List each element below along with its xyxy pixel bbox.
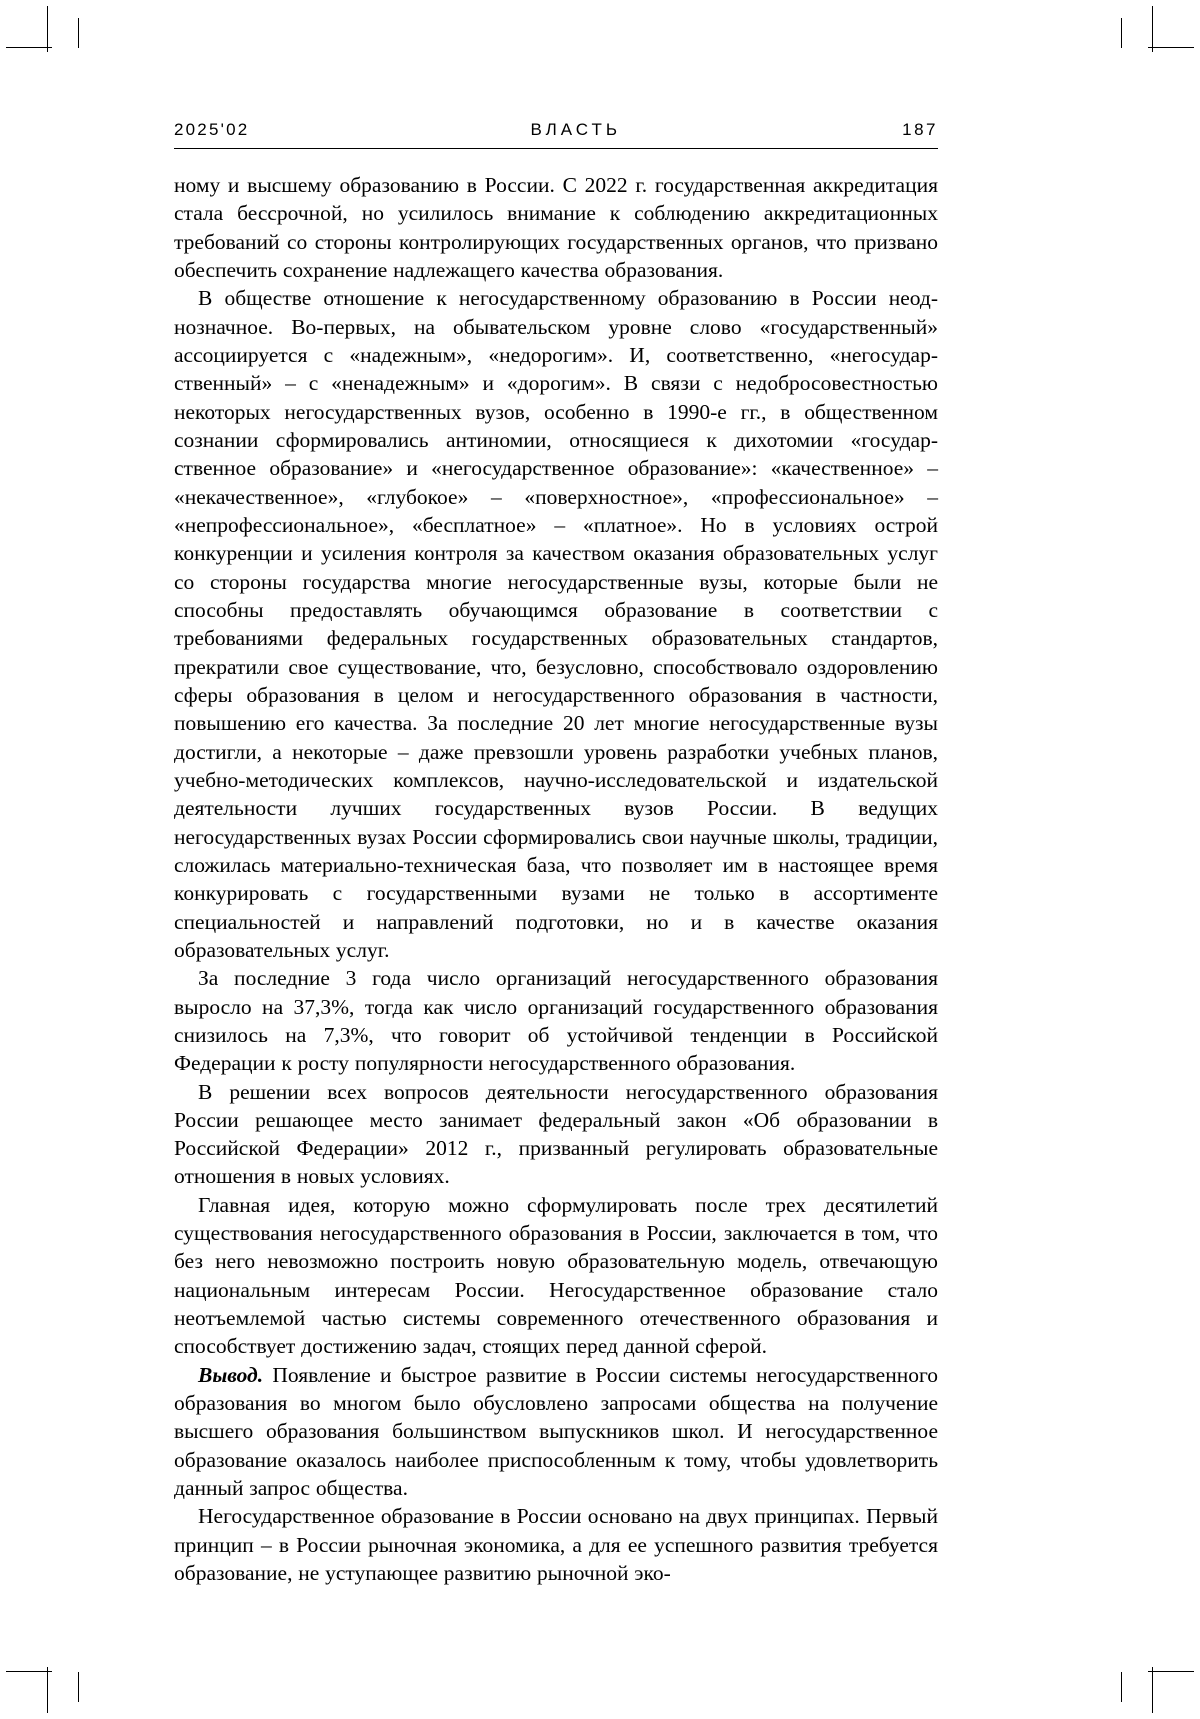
paragraph: За последние 3 года число организаций негосударственного образования выросло на 37,3%, тогда как число организаций государственного образования снизилось на 7,3%, что говорит об устойчивой тенденции в Российской Федерации к росту популярности негосударственного образования.: [174, 966, 938, 1076]
registration-tick-top-left: [78, 18, 79, 48]
registration-tick-bottom-left: [78, 1672, 79, 1702]
paragraph: В обществе отношение к негосударственному образованию в России неоднозначное. Во-первых, на обывательском уровне слово «государственный» ассоциируется с «надежным», «недорогим». И, соответственно, «негосударственный» – с «ненадежным» и «дорогим». В связи с недобросовестностью некоторых негосударственных вузов, особенно в 1990-е гг., в общественном сознании сформировались антиномии, относящиеся к дихотомии «государственное образование» и «негосударственное образование»: «качественное» – «некачественное», «глубокое» – «поверхностное», «профессиональное» – «непрофессиональное», «бесплатное» – «платное». Но в условиях острой конкуренции и усиления контроля за качеством оказания образовательных услуг со стороны государства многие негосударственные вузы, которые были не способны предоставлять обучающимся образование в соответствии с требованиями федеральных государственных образовательных стандартов, прекратили свое существование, что, безусловно, способствовало оздоровлению сферы образования в целом и негосударственного образования в частности, повышению его качества. За последние 20 лет многие негосударственные вузы достигли, а некоторые – даже превзошли уровень разработки учебных планов, учебно-методических комплексов, научно-исследовательской и издательской деятельности лучших государственных вузов России. В ведущих негосударственных вузах России сформировались свои научные школы, традиции, сложилась материально-техническая база, что позволяет им в настоящее время конкурировать с государственными вузами не только в ассортименте специальностей и направлений подготовки, но и в качестве оказания образовательных услуг.: [174, 286, 938, 962]
crop-mark-bottom-left-horizontal: [6, 1671, 52, 1672]
paragraph: Негосударственное образование в России основано на двух принципах. Первый принцип – в России рыночная экономика, а для ее успешного развития требуется образование, не уступающее развитию рыночной эко-: [174, 1504, 938, 1586]
registration-tick-top-right: [1121, 18, 1122, 48]
crop-mark-top-left-horizontal: [6, 47, 52, 48]
crop-mark-top-right-horizontal: [1148, 47, 1194, 48]
crop-mark-bottom-left-vertical: [47, 1667, 48, 1713]
conclusion-text: Появление и быстрое развитие в России системы негосударственного образования во многом было обусловлено запросами общества на получение высшего образования большинством выпускников школ. И негосударственное образование оказалось наиболее приспособленным к тому, чтобы удовлетворить данный запрос общества.: [174, 1362, 938, 1501]
conclusion-lead-in: Вывод.: [198, 1362, 264, 1387]
registration-tick-bottom-right: [1121, 1672, 1122, 1702]
page-content: [174, 120, 938, 1587]
running-head: [174, 120, 938, 149]
paragraph: В решении всех вопросов деятельности негосударственного образования России решающее место занимает федеральный закон «Об образовании в Российской Федерации» 2012 г., призванный регулировать образовательные отношения в новых условиях.: [174, 1079, 938, 1189]
page-number: 187: [902, 120, 938, 139]
paragraph-conclusion: [174, 1361, 938, 1503]
paragraph: ному и высшему образованию в России. С 2022 г. государственная аккредитация стала бессрочной, но усилилось внимание к соблюдению аккредитационных требований со стороны контролирующих государственных органов, что призвано обеспечить сохранение надлежащего качества образования.: [174, 173, 938, 282]
crop-mark-bottom-right-horizontal: [1148, 1671, 1194, 1672]
crop-mark-bottom-right-vertical: [1152, 1667, 1153, 1713]
article-body: [174, 171, 938, 1587]
journal-title: ВЛАСТЬ: [530, 120, 622, 139]
crop-mark-top-left-vertical: [47, 6, 48, 52]
issue-label: 2025'02: [174, 120, 250, 139]
paragraph: Главная идея, которую можно сформулировать после трех десятилетий существования негосударственного образования в России, заключается в том, что без него невозможно построить новую образовательную модель, отвечающую национальным интересам России. Негосударственное образование стало неотъемлемой частью системы современного отечественного образования и способствует достижению задач, стоящих перед данной сферой.: [174, 1192, 938, 1359]
crop-mark-top-right-vertical: [1152, 6, 1153, 52]
